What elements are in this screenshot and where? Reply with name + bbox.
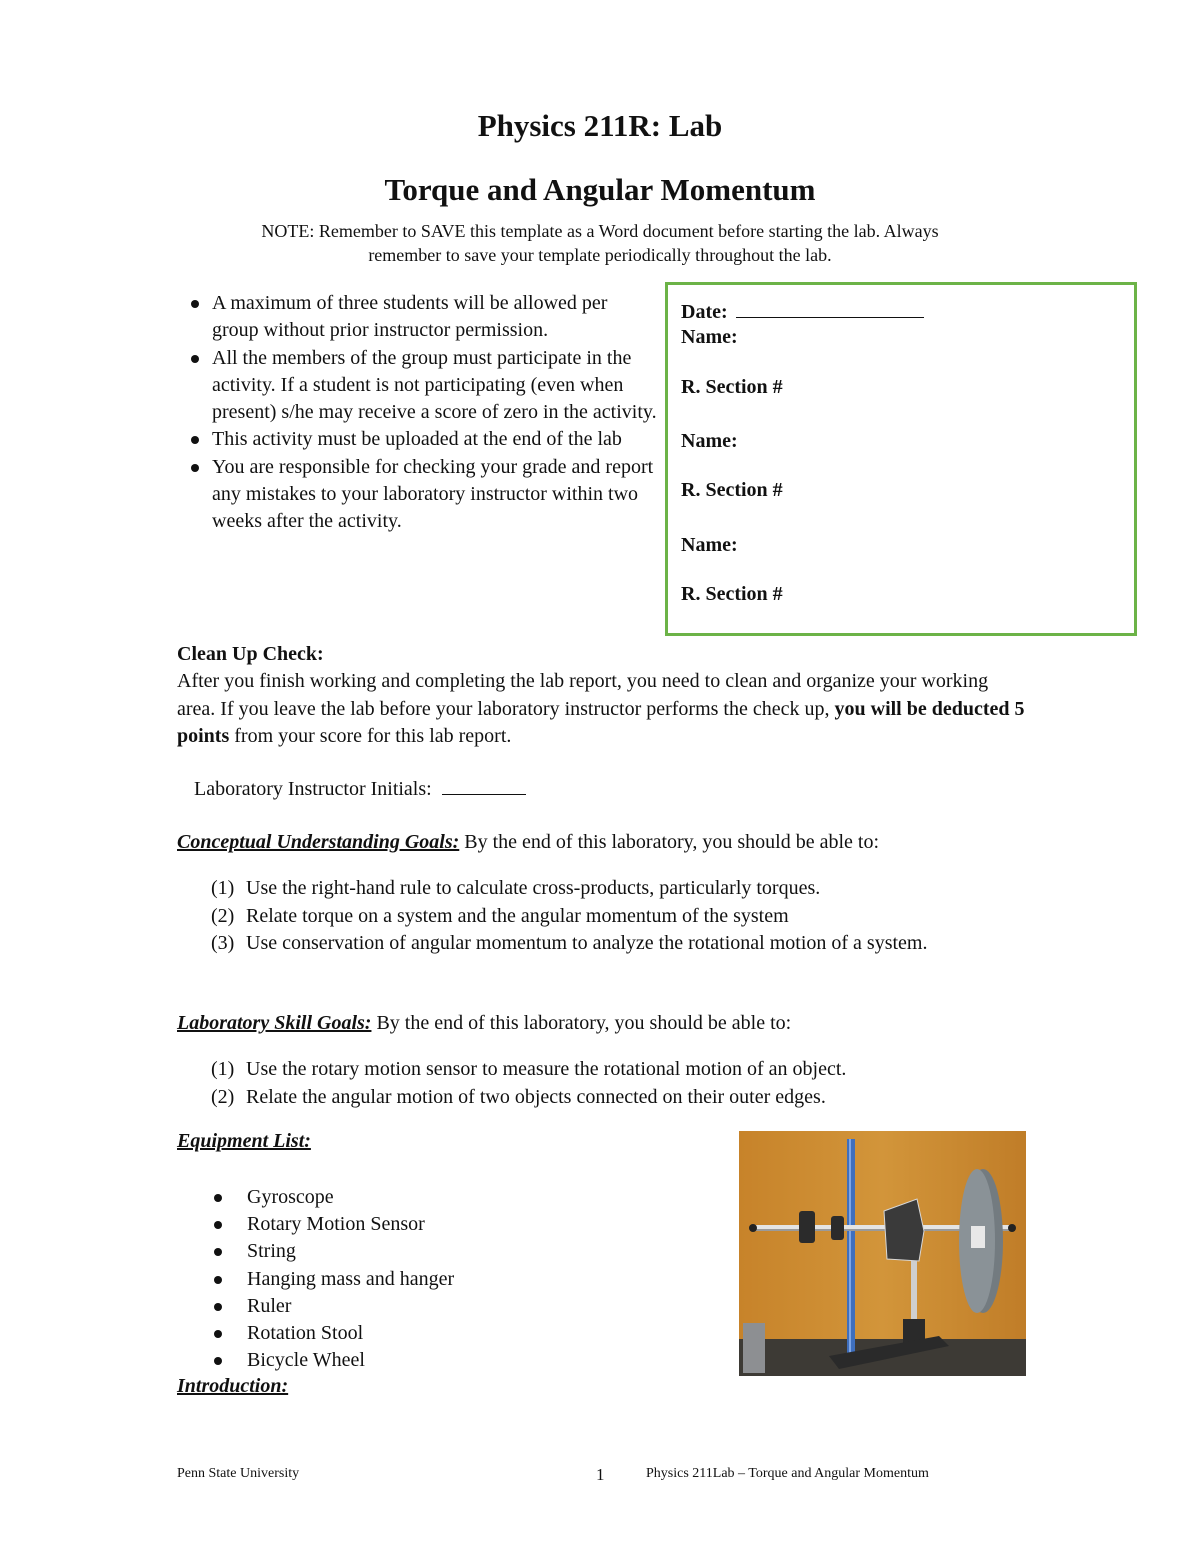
rule-item: This activity must be uploaded at the end of the lab [188,426,658,453]
goal-item: (2) Relate the angular motion of two objects connected on their outer edges. [211,1085,826,1108]
equipment-item: String [210,1238,454,1265]
conceptual-goals-heading: Conceptual Understanding Goals: By the end of this laboratory, you should be able to: [177,831,880,853]
goal-item: (1) Use the right-hand rule to calculate cross-products, particularly torques. [211,877,821,899]
cleanup-body: After you finish working and completing the lab report, you need to clean and organize your working area. If you leave the lab before your laboratory instructor performs the check up, you will be deducted 5 points from your score for this lab report. [177,670,1025,747]
introduction-heading: Introduction: [177,1375,289,1397]
initials-blank-line[interactable] [442,776,526,795]
cleanup-heading: Clean Up Check: [177,643,324,665]
equipment-item: Bicycle Wheel [210,1347,454,1374]
rule-item: You are responsible for checking your grade and report any mistakes to your laboratory instructor within two weeks after the activity. [188,454,658,536]
equipment-list [210,1184,454,1374]
date-blank-line[interactable] [736,299,924,318]
gyroscope-apparatus-image [739,1131,1026,1376]
rule-item: All the members of the group must participate in the activity. If a student is not participating (even when present) s/he may receive a score of zero in the activity. [188,345,658,427]
rules-list [188,290,658,536]
footer-university: Penn State University [177,1466,300,1481]
conceptual-goals-list [211,875,1023,958]
gyroscope-photo [739,1131,1026,1376]
document-title: Physics 211R: Lab [477,108,723,143]
skill-goals-heading: Laboratory Skill Goals: By the end of this laboratory, you should be able to: [177,1012,792,1034]
goal-item: (3) Use conservation of angular momentum to analyze the rotational motion of a system. [211,932,928,954]
equipment-item: Ruler [210,1293,454,1320]
name-field-3[interactable]: Name: [681,534,738,556]
name-field-2[interactable]: Name: [681,430,738,452]
skill-goals-list [211,1056,1023,1111]
equipment-heading: Equipment List: [177,1130,311,1152]
footer-page-number: 1 [596,1465,605,1484]
section-field-2[interactable]: R. Section # [681,479,783,501]
goal-item: (1) Use the rotary motion sensor to measure the rotational motion of an object. [211,1058,847,1080]
equipment-item: Rotary Motion Sensor [210,1211,454,1238]
equipment-item: Hanging mass and hanger [210,1266,454,1293]
section-field-3[interactable]: R. Section # [681,583,783,605]
save-note: NOTE: Remember to SAVE this template as a Word document before starting the lab. Always remember to save your template periodically throughout the lab. [261,221,939,265]
footer-course-title: Physics 211Lab – Torque and Angular Momentum [646,1466,929,1481]
instructor-initials-field[interactable]: Laboratory Instructor Initials: [194,776,526,801]
document-subtitle: Torque and Angular Momentum [384,172,816,207]
date-field[interactable]: Date: [681,299,924,324]
equipment-item: Gyroscope [210,1184,454,1211]
section-field-1[interactable]: R. Section # [681,376,783,398]
goal-item: (2) Relate torque on a system and the angular momentum of the system [211,904,789,927]
equipment-item: Rotation Stool [210,1320,454,1347]
name-field-1[interactable]: Name: [681,326,738,348]
rule-item: A maximum of three students will be allowed per group without prior instructor permission. [188,290,658,345]
student-info-box [665,282,1137,636]
